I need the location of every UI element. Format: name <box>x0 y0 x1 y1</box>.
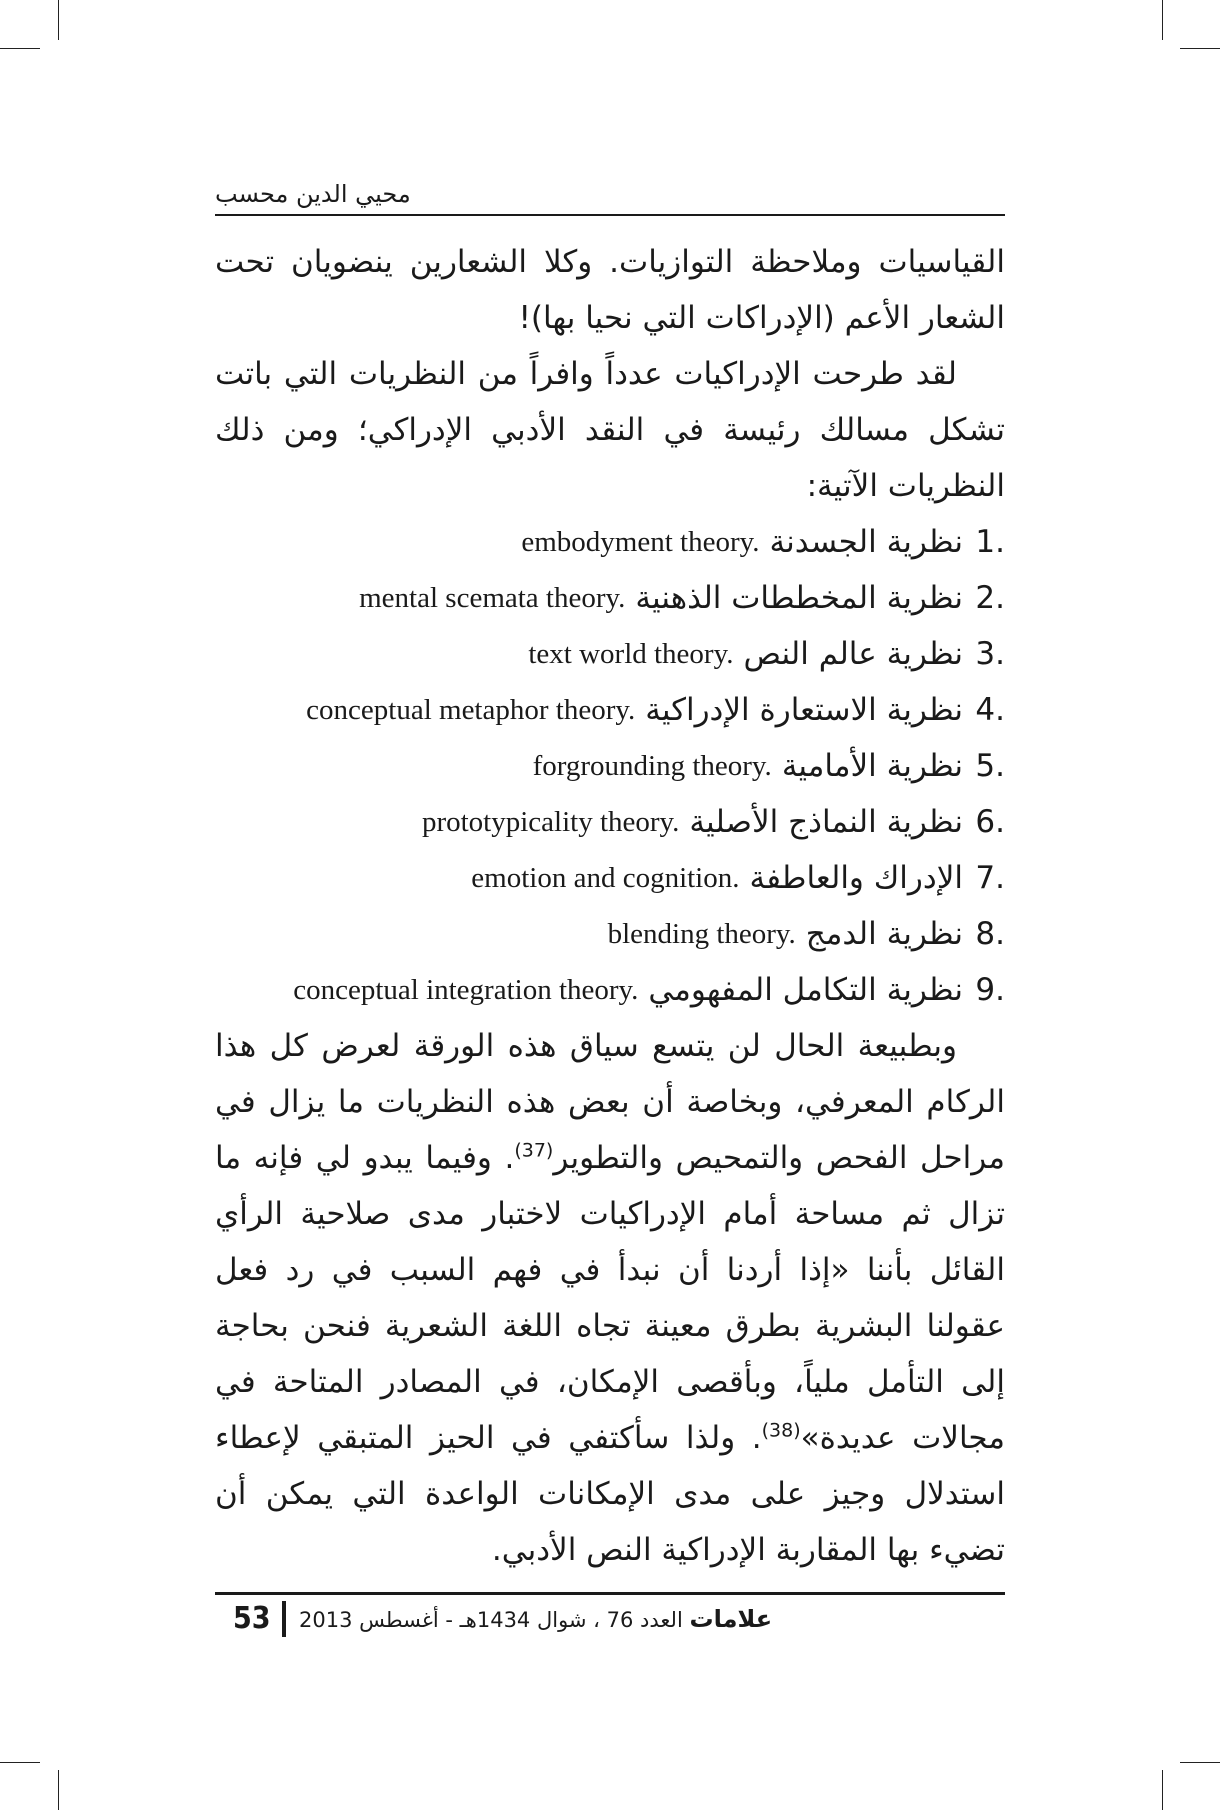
crop-mark <box>0 1762 40 1763</box>
crop-mark <box>58 0 59 40</box>
list-item <box>215 626 1005 682</box>
paragraph-text: . ولذا سأكتفي في الحيز المتبقي لإعطاء استدلال وجيز على مدى الإمكانات الواعدة التي يمكن أن تضيء بها المقاربة الإدراكية النص الأدبي. <box>215 1420 1005 1568</box>
list-item <box>215 962 1005 1018</box>
list-number: 6. <box>975 804 1005 840</box>
list-item <box>215 906 1005 962</box>
theories-list <box>215 514 1005 1018</box>
theory-name-en: emotion and cognition. <box>471 862 740 894</box>
theory-name-en: conceptual integration theory. <box>293 974 639 1006</box>
issue-text: العدد 76 ، شوال 1434هـ - أغسطس 2013 <box>299 1608 683 1632</box>
theory-name-en: embodyment theory. <box>521 526 760 558</box>
theory-name-ar: الإدراك والعاطفة <box>749 860 963 896</box>
theory-name-en: blending theory. <box>607 918 796 950</box>
page-number: 53 <box>233 1601 271 1636</box>
list-item <box>215 738 1005 794</box>
theory-name-en: text world theory. <box>528 638 734 670</box>
theory-name-en: prototypicality theory. <box>421 806 680 838</box>
list-number: 7. <box>975 860 1005 896</box>
list-number: 5. <box>975 748 1005 784</box>
theory-name-ar: نظرية الأمامية <box>781 748 963 784</box>
list-item <box>215 514 1005 570</box>
list-number: 3. <box>975 636 1005 672</box>
crop-mark <box>0 48 40 49</box>
page-footer <box>215 1592 1005 1645</box>
footer-divider <box>282 1601 286 1637</box>
theory-name-en: mental scemata theory. <box>359 582 626 614</box>
paragraph-conclusion <box>215 1018 1005 1578</box>
journal-logo: علامات <box>689 1605 773 1633</box>
running-head <box>215 170 1005 216</box>
list-number: 2. <box>975 580 1005 616</box>
theory-name-ar: نظرية عالم النص <box>743 636 963 672</box>
theory-name-ar: نظرية التكامل المفهومي <box>648 972 963 1008</box>
list-item <box>215 682 1005 738</box>
body-text <box>215 234 1005 1578</box>
crop-mark <box>58 1770 59 1810</box>
issue-info <box>299 1605 772 1633</box>
footnote-ref: (38) <box>761 1419 801 1442</box>
theory-name-ar: نظرية الاستعارة الإدراكية <box>645 692 963 728</box>
theory-name-en: conceptual metaphor theory. <box>306 694 636 726</box>
list-number: 8. <box>975 916 1005 952</box>
crop-mark <box>1180 1762 1220 1763</box>
page <box>215 170 1005 1578</box>
theory-name-ar: نظرية الجسدنة <box>769 524 963 560</box>
theory-name-ar: نظرية الدمج <box>805 916 963 952</box>
list-item <box>215 850 1005 906</box>
crop-mark <box>1162 0 1163 40</box>
theory-name-ar: نظرية النماذج الأصلية <box>689 804 963 840</box>
list-number: 4. <box>975 692 1005 728</box>
list-number: 1. <box>975 524 1005 560</box>
footnote-ref: (37) <box>514 1139 554 1162</box>
theory-name-en: forgrounding theory. <box>532 750 772 782</box>
crop-mark <box>1180 48 1220 49</box>
list-item <box>215 570 1005 626</box>
paragraph-text: وبطبيعة الحال لن يتسع سياق هذه الورقة لعرض كل هذا الركام المعرفي، وبخاصة أن بعض هذه النظريات ما يزال في مراحل الفحص والتمحيص والتطوير <box>215 1028 1005 1176</box>
author-name: محيي الدين محسب <box>215 180 411 208</box>
paragraph-text: . وفيما يبدو لي فإنه ما تزال ثم مساحة أمام الإدراكيات لاختبار مدى صلاحية الرأي القائل بأننا «إذا أردنا أن نبدأ في فهم السبب في رد فعل عقولنا البشرية بطرق معينة تجاه اللغة الشعرية فنحن بحاجة إلى التأمل ملياً، وبأقصى الإمكان، في المصادر المتاحة في مجالات عديدة» <box>215 1140 1006 1456</box>
list-item <box>215 794 1005 850</box>
list-number: 9. <box>975 972 1005 1008</box>
theory-name-ar: نظرية المخططات الذهنية <box>635 580 963 616</box>
paragraph-intro: القياسيات وملاحظة التوازيات. وكلا الشعارين ينضويان تحت الشعار الأعم (الإدراكات التي نحيا بها)! <box>215 244 1005 336</box>
paragraph-theories-intro: لقد طرحت الإدراكيات عدداً وافراً من النظريات التي باتت تشكل مسالك رئيسة في النقد الأدبي الإدراكي؛ ومن ذلك النظريات الآتية: <box>215 356 1005 504</box>
crop-mark <box>1162 1770 1163 1810</box>
